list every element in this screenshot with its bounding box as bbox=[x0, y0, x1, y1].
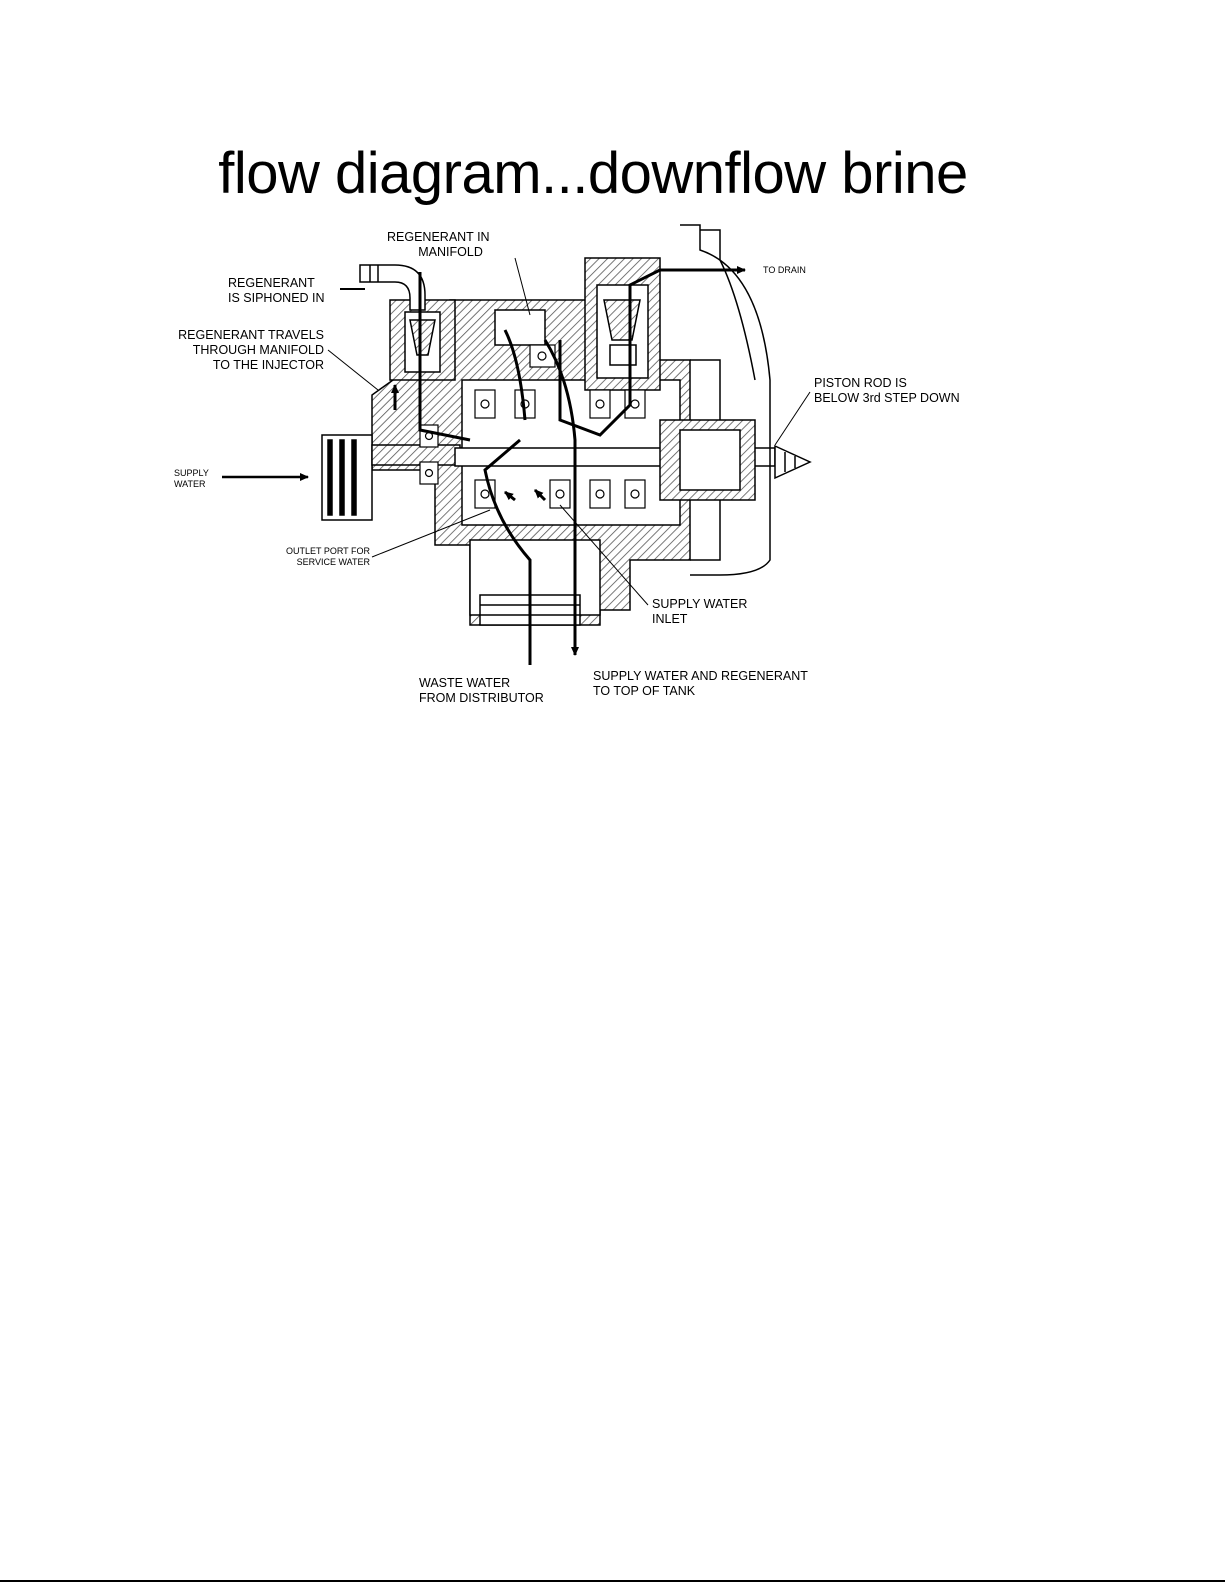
injector-housing bbox=[390, 300, 455, 380]
label-supply-water: SUPPLY WATER bbox=[174, 468, 209, 489]
label-piston-rod: PISTON ROD IS BELOW 3rd STEP DOWN bbox=[814, 376, 960, 405]
label-supply-and-regenerant: SUPPLY WATER AND REGENERANT TO TOP OF TANK bbox=[593, 669, 808, 698]
label-outlet-port: OUTLET PORT FOR SERVICE WATER bbox=[285, 546, 370, 567]
label-to-drain: TO DRAIN bbox=[763, 265, 806, 275]
label-supply-water-inlet: SUPPLY WATER INLET bbox=[652, 597, 748, 626]
drain-housing bbox=[585, 258, 660, 390]
label-regenerant-in-manifold: REGENERANT IN MANIFOLD bbox=[387, 230, 490, 259]
label-regenerant-siphoned: REGENERANT IS SIPHONED IN bbox=[228, 276, 325, 305]
page-title: flow diagram...downflow brine bbox=[218, 141, 968, 206]
label-regenerant-travels: REGENERANT TRAVELS THROUGH MANIFOLD TO THE INJECTOR bbox=[178, 328, 324, 372]
page-bottom-rule bbox=[0, 1580, 1225, 1582]
label-waste-water: WASTE WATER FROM DISTRIBUTOR bbox=[419, 676, 544, 705]
